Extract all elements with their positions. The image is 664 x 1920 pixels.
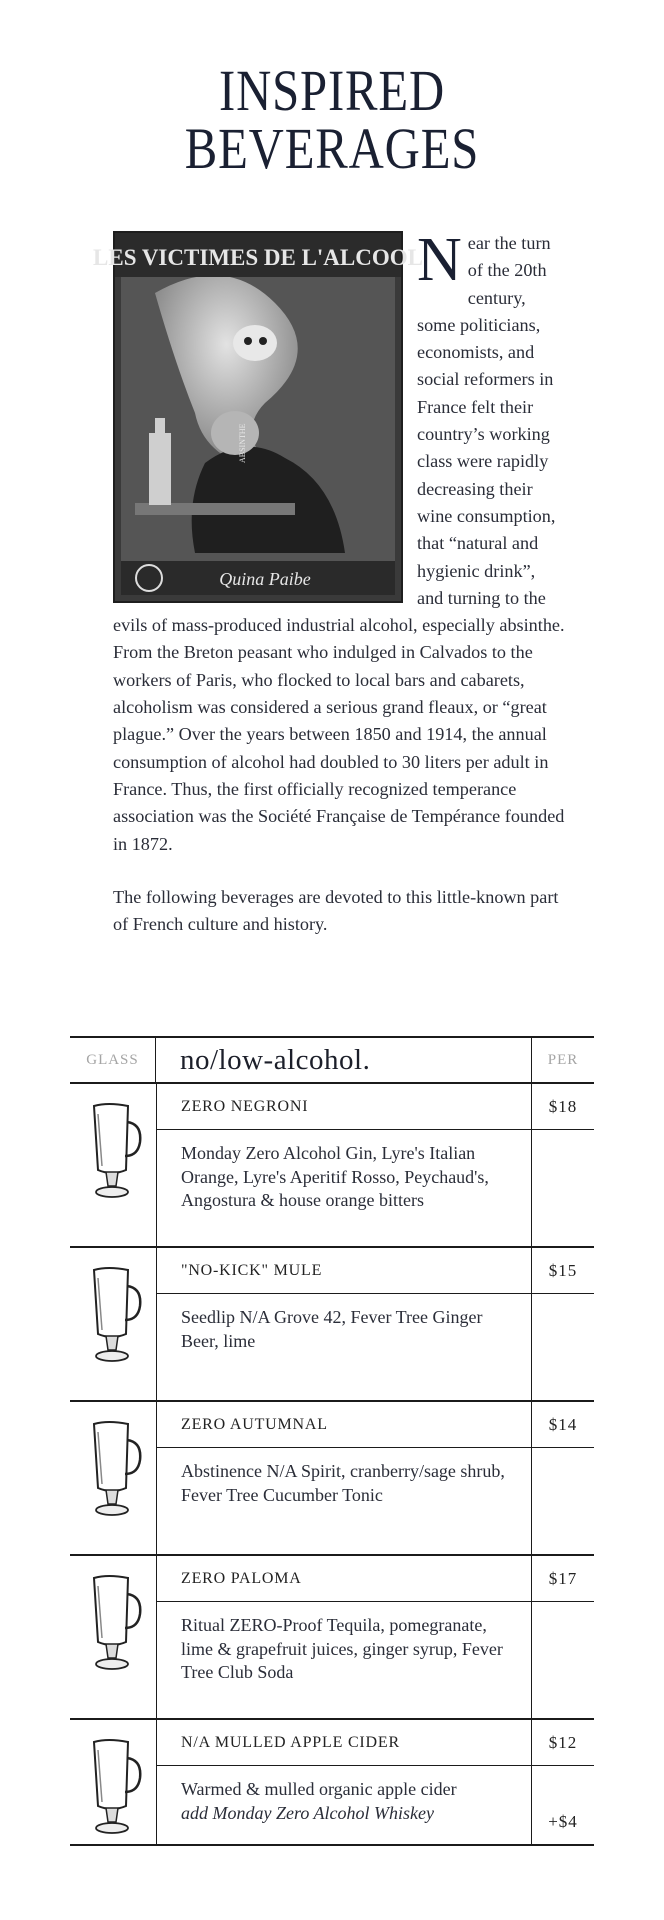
page-title — [53, 58, 611, 181]
absinthe-poster-image — [93, 231, 423, 603]
item-cell — [157, 1556, 532, 1718]
price-cell — [532, 1720, 594, 1844]
mug-glass-icon — [88, 1418, 140, 1522]
item-cell — [157, 1084, 532, 1246]
item-name: ZERO NEGRONI — [157, 1084, 531, 1130]
item-price: $17 — [532, 1556, 594, 1602]
item-description — [157, 1448, 531, 1507]
mug-glass-icon — [88, 1264, 140, 1368]
glass-cell — [70, 1556, 157, 1718]
item-price: $15 — [532, 1248, 594, 1294]
item-cell — [157, 1720, 532, 1844]
poster-caption: LES VICTIMES DE L'ALCOOL — [93, 245, 423, 270]
item-name: ZERO PALOMA — [157, 1556, 531, 1602]
item-description-text: Abstinence N/A Spirit, cranberry/sage shrub, Fever Tree Cucumber Tonic — [181, 1461, 505, 1505]
price-cell — [532, 1402, 594, 1554]
price-cell — [532, 1556, 594, 1718]
intro-closing: The following beverages are devoted to this little-known part of French culture and history. — [113, 886, 559, 935]
menu-item — [70, 1248, 594, 1402]
poster-brand: Quina Paibe — [219, 569, 311, 589]
item-description-text: Ritual ZERO-Proof Tequila, pomegranate, lime & grapefruit juices, ginger syrup, Fever Tree Club Soda — [181, 1615, 503, 1682]
poster-illustration — [93, 233, 423, 601]
menu-header-row — [70, 1036, 594, 1084]
addon-price: +$4 — [548, 1812, 578, 1831]
item-description-text: Seedlip N/A Grove 42, Fever Tree Ginger Beer, lime — [181, 1307, 483, 1351]
mug-glass-icon — [88, 1736, 140, 1840]
item-cell — [157, 1248, 532, 1400]
item-description — [157, 1130, 531, 1213]
item-price: $14 — [532, 1402, 594, 1448]
item-description — [157, 1294, 531, 1353]
intro-paragraph: ear the turn of the 20th century, some politicians, economists, and social reformers in France felt their country’s working class were rapidly decreasing their wine consumption, that “natural and hygienic drink”, and turning to the evils of mass-produced industrial alcohol, especially absinthe. From the Breton peasant who indulged in Calvados to the workers of Paris, who flocked to local bars and cabarets, alcoholism was considered a serious grand fleaux, or “great plague.” Over the years between 1850 and 1914, the annual consumption of alcohol had doubled to 30 liters per adult in France. Thus, the first officially recognized temperance association was the Société Française de Tempérance founded in 1872. — [113, 233, 565, 854]
price-cell — [532, 1084, 594, 1246]
price-cell — [532, 1248, 594, 1400]
item-description-text: Warmed & mulled organic apple cider — [181, 1779, 457, 1799]
menu-item — [70, 1402, 594, 1556]
item-price: $18 — [532, 1084, 594, 1130]
item-cell — [157, 1402, 532, 1554]
glass-cell — [70, 1720, 157, 1844]
item-name: N/A MULLED APPLE CIDER — [157, 1720, 531, 1766]
mug-glass-icon — [88, 1572, 140, 1676]
mug-glass-icon — [88, 1100, 140, 1204]
item-description — [157, 1602, 531, 1685]
intro-text — [93, 226, 565, 938]
price-column-header: PER — [547, 1051, 579, 1068]
menu-item — [70, 1556, 594, 1720]
section-title: no/low-alcohol. — [180, 1043, 371, 1076]
item-description-text: Monday Zero Alcohol Gin, Lyre's Italian Orange, Lyre's Aperitif Rosso, Peychaud's, Angostura & house orange bitters — [181, 1143, 489, 1210]
glass-cell — [70, 1402, 157, 1554]
dropcap-letter: N — [417, 226, 462, 294]
item-name: ZERO AUTUMNAL — [157, 1402, 531, 1448]
menu-item — [70, 1084, 594, 1248]
glass-cell — [70, 1248, 157, 1400]
poster-bottle-label: ABSINTHE — [238, 423, 247, 463]
glass-column-header: GLASS — [86, 1051, 139, 1068]
item-addon: add Monday Zero Alcohol Whiskey — [181, 1802, 434, 1823]
menu-items — [70, 1084, 594, 1846]
menu-table — [70, 1036, 594, 1846]
item-description — [157, 1766, 531, 1825]
item-price: $12 — [532, 1720, 594, 1766]
title-line-2: BEVERAGES — [184, 116, 480, 181]
glass-cell — [70, 1084, 157, 1246]
menu-item — [70, 1720, 594, 1846]
item-name: "NO-KICK" MULE — [157, 1248, 531, 1294]
title-line-1: INSPIRED — [219, 58, 445, 123]
